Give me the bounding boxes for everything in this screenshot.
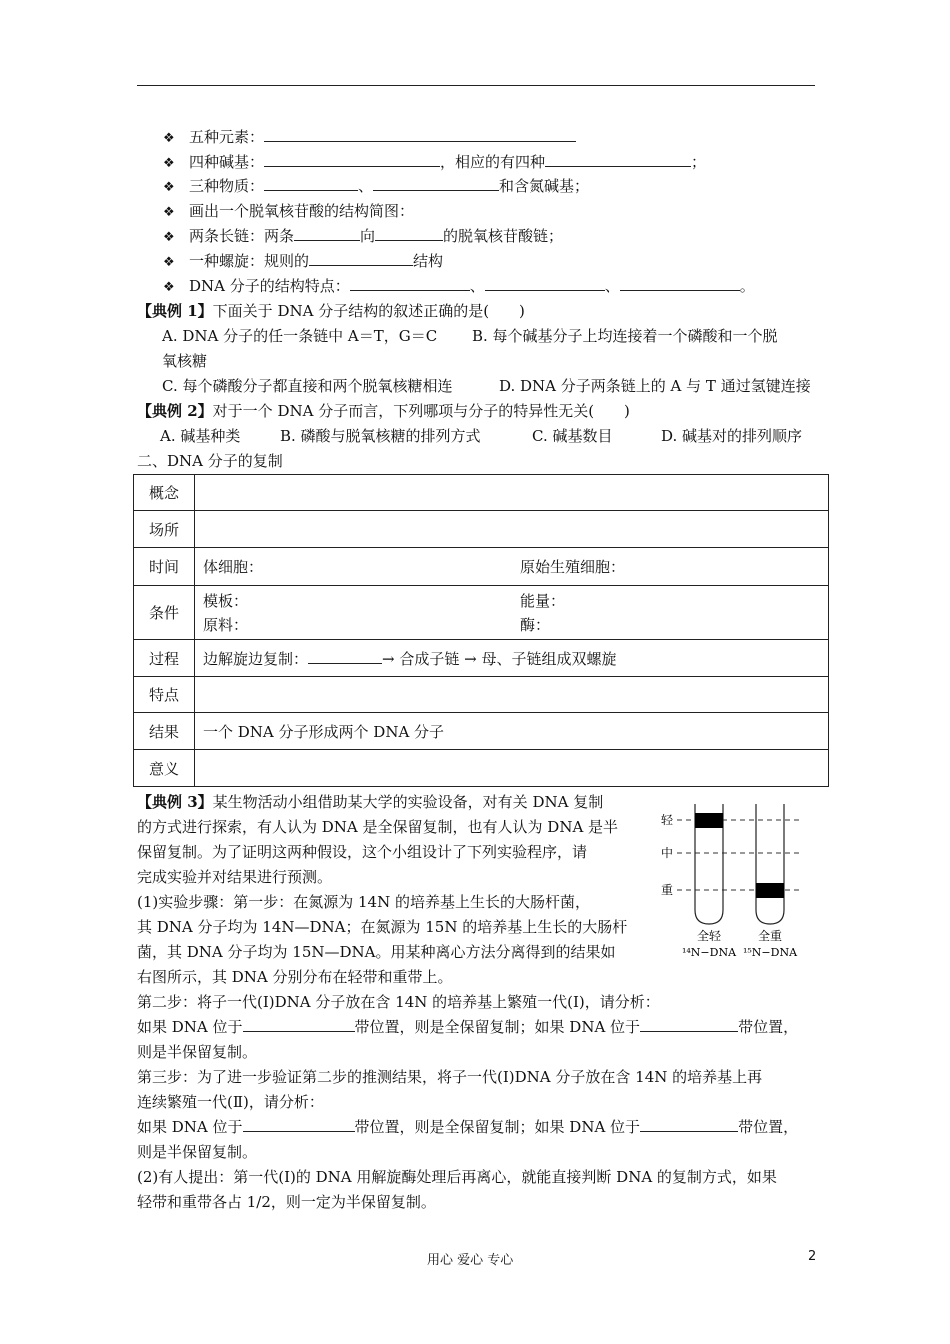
answer-cell[interactable] — [195, 750, 829, 787]
header-rule — [137, 85, 815, 86]
step-3-fill-line: 如果 DNA 位于 带位置，则是全保留复制；如果 DNA 位于 带位置， — [137, 1115, 798, 1140]
bullet-structure-features: ❖ DNA 分子的结构特点： 、 、 。 — [163, 274, 755, 300]
table-row — [134, 713, 829, 750]
answer-cell[interactable] — [195, 677, 829, 713]
answer-blank[interactable] — [308, 647, 382, 664]
tube-2 — [756, 804, 784, 924]
answer-cell[interactable] — [195, 511, 829, 548]
bullet-three-substances: ❖ 三种物质： 、 和含氮碱基； — [163, 174, 589, 200]
example-2-option-a: A. 碱基种类 — [160, 427, 241, 445]
answer-blank[interactable] — [350, 274, 470, 291]
example-3-line: (1)实验步骤：第一步：在氮源为 14N 的培养基上生长的大肠杆菌， — [137, 893, 590, 911]
example-1-option-d: D. DNA 分子两条链上的 A 与 T 通过氢键连接 — [499, 377, 811, 395]
tube-1-light-band — [695, 813, 723, 828]
bullet-two-chains: ❖ 两条长链：两条 向 的脱氧核苷酸链； — [163, 224, 563, 250]
example-1-option-b: B. 每个碱基分子上均连接着一个磷酸和一个脱 — [472, 327, 778, 345]
row-label: 时间 — [134, 548, 195, 586]
bullet-five-elements: ❖ 五种元素： — [163, 125, 576, 151]
table-row — [134, 511, 829, 548]
answer-cell[interactable] — [195, 475, 829, 511]
answer-blank[interactable] — [294, 224, 360, 241]
example-2-option-c: C. 碱基数目 — [532, 427, 613, 445]
example-1-option-c: C. 每个磷酸分子都直接和两个脱氧核糖相连 — [162, 377, 453, 395]
footer-slogan: 用心 爱心 专心 — [427, 1253, 514, 1268]
example-3-line: 菌，其 DNA 分子均为 15N—DNA。用某种离心方法分离得到的结果如 — [137, 943, 616, 961]
tube-2-label: ¹⁵N−DNA — [742, 946, 798, 959]
answer-cell[interactable]: 一个 DNA 分子形成两个 DNA 分子 — [195, 713, 829, 750]
diamond-bullet-icon: ❖ — [163, 230, 175, 245]
answer-blank[interactable] — [264, 150, 440, 167]
page-number: 2 — [808, 1249, 817, 1264]
row-label: 概念 — [134, 475, 195, 511]
example-3-line: 其 DNA 分子均为 14N—DNA；在氮源为 15N 的培养基上生长的大肠杆 — [137, 918, 628, 936]
middle-band-label: 中 — [661, 846, 674, 860]
part-2-line: (2)有人提出：第一代(Ⅰ)的 DNA 用解旋酶处理后再离心，就能直接判断 DNA 的复制方式，如果 — [137, 1168, 777, 1186]
example-2-option-d: D. 碱基对的排列顺序 — [661, 427, 803, 445]
replication-table — [133, 474, 829, 787]
example-1-option-b-cont: 氧核糖 — [162, 352, 208, 370]
heavy-band-label: 重 — [661, 883, 674, 897]
centrifuge-tubes-figure — [655, 800, 815, 962]
answer-blank[interactable] — [243, 1115, 355, 1132]
table-row — [134, 475, 829, 511]
row-label: 意义 — [134, 750, 195, 787]
diamond-bullet-icon: ❖ — [163, 156, 175, 171]
table-row — [134, 586, 829, 640]
step-2-end: 则是半保留复制。 — [137, 1043, 258, 1061]
example-3-line: 的方式进行探索，有人认为 DNA 是全保留复制，也有人认为 DNA 是半 — [137, 818, 619, 836]
example-3-line: 完成实验并对结果进行预测。 — [137, 868, 333, 886]
answer-blank[interactable] — [375, 224, 443, 241]
table-row — [134, 750, 829, 787]
bullet-draw-structure: ❖ 画出一个脱氧核苷酸的结构简图： — [163, 199, 414, 225]
bullet-one-helix: ❖ 一种螺旋：规则的 结构 — [163, 249, 443, 275]
example-3-line: 保留复制。为了证明这两种假设，这个小组设计了下列实验程序，请 — [137, 843, 588, 861]
row-label: 特点 — [134, 677, 195, 713]
row-label: 场所 — [134, 511, 195, 548]
answer-blank[interactable] — [545, 150, 691, 167]
row-label: 条件 — [134, 586, 195, 640]
answer-cell[interactable]: 边解旋边复制： → 合成子链 → 母、子链组成双螺旋 — [195, 640, 829, 677]
example-2-question: 【典例 2】对于一个 DNA 分子而言，下列哪项与分子的特异性无关( ) — [137, 402, 630, 420]
step-2-line: 第二步：将子一代(Ⅰ)DNA 分子放在含 14N 的培养基上繁殖一代(Ⅰ)，请分析： — [137, 993, 660, 1011]
answer-blank[interactable] — [485, 274, 605, 291]
diamond-bullet-icon: ❖ — [163, 255, 175, 270]
bullet-four-bases: ❖ 四种碱基： ，相应的有四种 ； — [163, 150, 706, 176]
answer-cell[interactable]: 体细胞： 原始生殖细胞： — [195, 548, 829, 586]
diamond-bullet-icon: ❖ — [163, 131, 175, 146]
answer-blank[interactable] — [264, 174, 358, 191]
tube-1-caption: 全轻 — [696, 929, 722, 943]
answer-blank[interactable] — [620, 274, 740, 291]
answer-blank[interactable] — [640, 1015, 738, 1032]
table-row — [134, 548, 829, 586]
tube-2-heavy-band — [756, 883, 784, 898]
table-row — [134, 640, 829, 677]
section-title: 二、DNA 分子的复制 — [137, 452, 283, 470]
step-2-fill-line: 如果 DNA 位于 带位置，则是全保留复制；如果 DNA 位于 带位置， — [137, 1015, 798, 1040]
part-2-line: 轻带和重带各占 1/2，则一定为半保留复制。 — [137, 1193, 436, 1211]
answer-blank[interactable] — [309, 249, 413, 266]
example-1-question: 【典例 1】下面关于 DNA 分子结构的叙述正确的是( ) — [137, 302, 525, 320]
example-3-line: 右图所示，其 DNA 分别分布在轻带和重带上。 — [137, 968, 453, 986]
tube-1-label: ¹⁴N−DNA — [681, 946, 737, 959]
example-3-line: 【典例 3】某生物活动小组借助某大学的实验设备，对有关 DNA 复制 — [137, 793, 604, 811]
table-row — [134, 677, 829, 713]
light-band-label: 轻 — [661, 813, 674, 827]
answer-blank[interactable] — [373, 174, 499, 191]
row-label: 过程 — [134, 640, 195, 677]
step-3-end: 则是半保留复制。 — [137, 1143, 258, 1161]
answer-cell[interactable]: 模板： 能量： 原料： 酶： — [195, 586, 829, 640]
example-1-option-a: A. DNA 分子的任一条链中 A＝T，G＝C — [162, 327, 438, 345]
answer-blank[interactable] — [640, 1115, 738, 1132]
example-2-option-b: B. 磷酸与脱氧核糖的排列方式 — [280, 427, 481, 445]
answer-blank[interactable] — [243, 1015, 355, 1032]
answer-blank[interactable] — [264, 125, 576, 142]
step-3-line: 第三步：为了进一步验证第二步的推测结果，将子一代(Ⅰ)DNA 分子放在含 14N 的培养基上再 — [137, 1068, 763, 1086]
row-label: 结果 — [134, 713, 195, 750]
diamond-bullet-icon: ❖ — [163, 280, 175, 295]
step-3-line: 连续繁殖一代(Ⅱ)，请分析： — [137, 1093, 324, 1111]
diamond-bullet-icon: ❖ — [163, 180, 175, 195]
tube-2-caption: 全重 — [757, 929, 783, 943]
diamond-bullet-icon: ❖ — [163, 205, 175, 220]
